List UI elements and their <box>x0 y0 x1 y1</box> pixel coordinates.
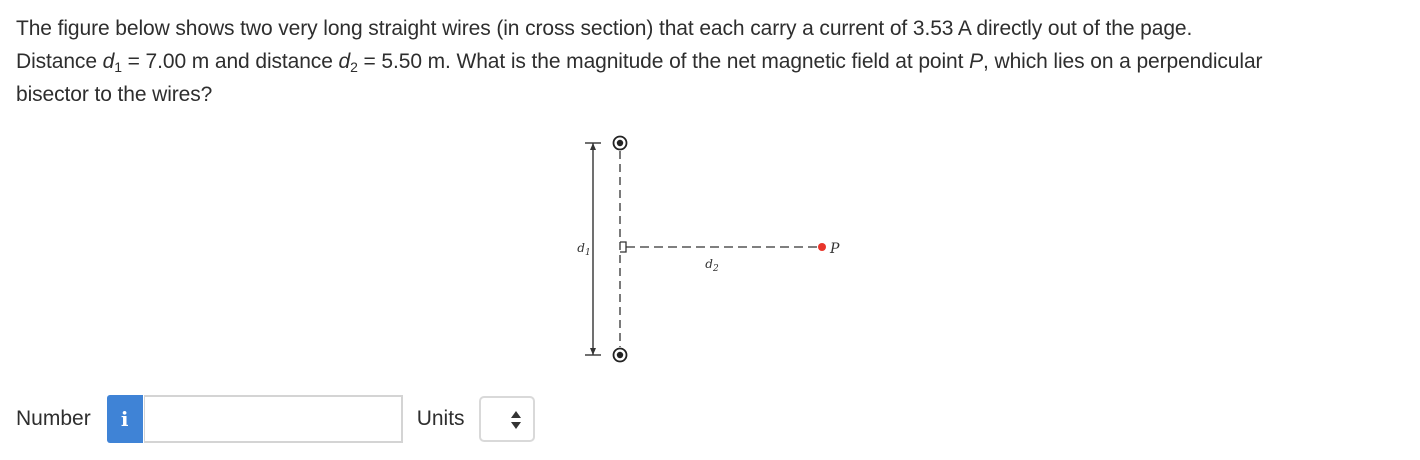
wires-figure <box>560 128 880 378</box>
d1-label: $d_1$ <box>577 241 591 258</box>
right-angle-marker <box>620 242 626 252</box>
question-line-3: bisector to the wires? <box>16 83 213 106</box>
updown-arrows-icon <box>511 411 521 429</box>
d2-label: $d_2$ <box>705 257 719 274</box>
point-p-dot <box>818 243 826 251</box>
wire-top-icon <box>614 137 627 150</box>
units-label: Units <box>416 407 465 430</box>
info-icon-glyph: i <box>120 407 129 431</box>
answer-row <box>16 394 535 444</box>
info-icon[interactable] <box>107 395 143 443</box>
number-input[interactable] <box>144 395 403 443</box>
wires-diagram <box>560 128 880 373</box>
question-text <box>16 12 1416 111</box>
question-line-2: Distance $d_1 = 7.00$ m and distance $d_2 = 5.50$ m. What is the magnitude of the net magnetic field at point P, which lies on a perpendicular <box>16 50 1263 75</box>
number-label: Number <box>16 407 91 430</box>
question-line-1: The figure below shows two very long straight wires (in cross section) that each carry a current of 3.53 A directly out of the page. <box>16 17 1193 40</box>
point-p-label: P <box>830 241 840 257</box>
wire-bottom-icon <box>614 349 627 362</box>
units-select[interactable] <box>479 396 535 442</box>
